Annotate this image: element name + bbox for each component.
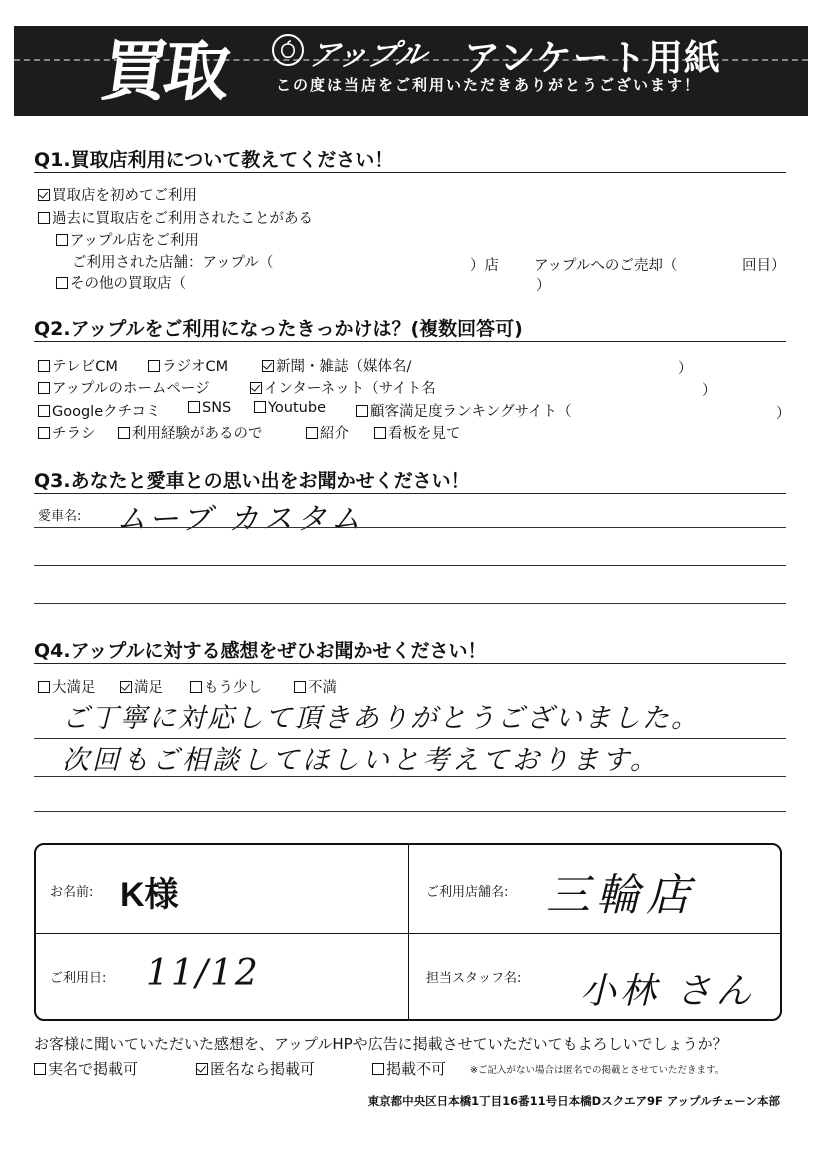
q3-answer-line [34, 603, 786, 604]
q1-option-past-label: 過去に買取店をご利用されたことがある [52, 211, 313, 227]
checkbox-icon[interactable] [34, 1063, 46, 1075]
q4-option-dissatisfied-label: 不満 [308, 680, 337, 696]
q2-option-youtube[interactable] [254, 400, 326, 416]
checkbox-icon[interactable] [148, 360, 160, 372]
q2-option-ranking[interactable] [356, 400, 572, 421]
q2-close-paren: ） [776, 406, 791, 422]
consent-anonymous-label: 匿名なら掲載可 [210, 1060, 316, 1078]
q4-answer-line [34, 811, 786, 812]
customer-info-box [34, 843, 782, 1021]
date-label: ご利用日: [50, 971, 107, 986]
q2-option-google[interactable] [38, 400, 161, 421]
q2-option-homepage[interactable] [38, 377, 210, 398]
store-label: ご利用店舗名: [426, 885, 509, 900]
q2-rule [34, 341, 786, 342]
q2-close-paren: ） [702, 383, 717, 399]
q3-answer-line [34, 565, 786, 566]
checkbox-icon[interactable] [356, 405, 368, 417]
checkbox-checked-icon[interactable] [38, 189, 50, 201]
consent-anonymous[interactable] [196, 1058, 315, 1079]
checkbox-icon[interactable] [38, 405, 50, 417]
q2-option-tv[interactable] [38, 355, 118, 376]
consent-real-name-label: 実名で掲載可 [48, 1060, 139, 1078]
info-divider-horizontal [36, 933, 780, 934]
q3-title: Q3.あなたと愛車との思い出をお聞かせください！ [34, 470, 470, 492]
publication-consent-question: お客様に聞いていただいた感想を、アップルHPや広告に掲載させていただいてもよろしいでしょうか？ [34, 1035, 728, 1053]
car-name-label: 愛車名: [38, 509, 82, 524]
checkbox-icon[interactable] [306, 427, 318, 439]
q1-store-prefix: ご利用された店舗：アップル（ [72, 255, 274, 271]
q2-option-experience[interactable] [118, 422, 263, 443]
q2-option-experience-label: 利用経験があるので [132, 426, 263, 442]
q2-option-newspaper[interactable] [262, 355, 411, 376]
q4-rule [34, 663, 786, 664]
q2-option-flyer[interactable] [38, 422, 96, 443]
q1-store-suffix: ）店 [470, 258, 499, 274]
q2-close-paren: ） [678, 361, 693, 377]
checkbox-checked-icon[interactable] [250, 382, 262, 394]
q2-option-referral[interactable] [306, 422, 349, 443]
checkbox-icon[interactable] [56, 277, 68, 289]
q1-title: Q1.買取店利用について教えてください！ [34, 149, 394, 171]
checkbox-checked-icon[interactable] [120, 681, 132, 693]
q4-option-a-little-more-label: もう少し [204, 680, 262, 696]
q2-option-signboard-label: 看板を見て [388, 426, 461, 442]
q4-option-dissatisfied[interactable] [294, 676, 337, 697]
comment-line-2[interactable]: 次回もご相談してほしいと考えております。 [62, 745, 660, 776]
q4-option-very-satisfied[interactable] [38, 676, 96, 697]
q2-option-internet[interactable] [250, 377, 436, 398]
checkbox-icon[interactable] [294, 681, 306, 693]
q2-option-signboard[interactable] [374, 422, 461, 443]
q1-rule [34, 172, 786, 173]
q4-option-very-satisfied-label: 大満足 [52, 680, 96, 696]
q4-option-a-little-more[interactable] [190, 676, 262, 697]
q2-option-referral-label: 紹介 [320, 426, 349, 442]
q2-option-homepage-label: アップルのホームページ [52, 381, 210, 397]
consent-real-name[interactable] [34, 1058, 138, 1079]
checkbox-icon[interactable] [38, 681, 50, 693]
date-value[interactable]: 11/12 [146, 953, 260, 994]
checkbox-icon[interactable] [38, 212, 50, 224]
checkbox-icon[interactable] [118, 427, 130, 439]
q2-option-sns[interactable] [188, 400, 231, 416]
car-name-value[interactable]: ムーブ カスタム [116, 502, 365, 537]
q1-other-close: ） [536, 278, 551, 294]
checkbox-icon[interactable] [188, 401, 200, 413]
q2-option-newspaper-label: 新聞・雑誌（媒体名/ [276, 359, 412, 375]
q2-option-ranking-label: 顧客満足度ランキングサイト（ [370, 404, 572, 420]
checkbox-icon[interactable] [254, 401, 266, 413]
q1-sales-suffix: 回目） [742, 258, 786, 274]
staff-label: 担当スタッフ名: [426, 971, 522, 986]
checkbox-icon[interactable] [56, 234, 68, 246]
q4-answer-line [34, 776, 786, 777]
checkbox-checked-icon[interactable] [262, 360, 274, 372]
q4-title: Q4.アップルに対する感想をぜひお聞かせください！ [34, 640, 487, 662]
q1-option-first-label: 買取店を初めてご利用 [52, 188, 197, 204]
checkbox-checked-icon[interactable] [196, 1063, 208, 1075]
q4-option-satisfied-label: 満足 [134, 680, 163, 696]
q3-answer-line [34, 527, 786, 528]
store-value[interactable]: 三輪店 [546, 870, 696, 921]
checkbox-icon[interactable] [38, 360, 50, 372]
checkbox-icon[interactable] [38, 382, 50, 394]
checkbox-icon[interactable] [372, 1063, 384, 1075]
q2-option-google-label: Googleクチコミ [52, 404, 161, 420]
q2-option-flyer-label: チラシ [52, 426, 96, 442]
q2-option-sns-label: SNS [202, 400, 232, 416]
name-label: お名前: [50, 885, 94, 900]
q2-option-tv-label: テレビCM [52, 359, 118, 375]
q2-title: Q2.アップルをご利用になったきっかけは？(複数回答可) [34, 318, 523, 340]
hq-address: 東京都中央区日本橋1丁目16番11号日本橋Dスクエア9F アップルチェーン本部 [367, 1094, 780, 1108]
q1-sales-prefix: アップルへのご売却（ [534, 258, 678, 274]
info-divider-vertical [408, 845, 409, 1019]
staff-value[interactable]: 小林 さん [580, 971, 756, 1012]
consent-not-allowed-label: 掲載不可 [386, 1060, 447, 1078]
consent-note: ※ご記入がない場合は匿名での掲載とさせていただきます。 [470, 1065, 725, 1076]
comment-line-1[interactable]: ご丁寧に対応して頂きありがとうございました。 [62, 703, 700, 734]
q1-option-apple[interactable] [56, 229, 199, 250]
checkbox-icon[interactable] [374, 427, 386, 439]
q1-option-other-label: その他の買取店（ [70, 276, 186, 292]
q2-option-radio[interactable] [148, 355, 228, 376]
name-value[interactable]: K様 [120, 876, 179, 914]
q2-option-youtube-label: Youtube [268, 400, 326, 416]
q4-option-satisfied[interactable] [120, 676, 163, 697]
q1-option-other[interactable] [56, 272, 186, 293]
q1-option-first[interactable] [38, 184, 197, 205]
brand-name: アップル [306, 38, 430, 73]
checkbox-icon[interactable] [190, 681, 202, 693]
q1-option-apple-label: アップル店をご利用 [70, 233, 199, 249]
q2-option-internet-label: インターネット（サイト名 [264, 381, 436, 397]
kaitori-logo-text: 買取 [96, 33, 232, 110]
survey-header [14, 26, 808, 116]
thanks-message: この度は当店をご利用いただきありがとうございます！ [276, 76, 702, 94]
checkbox-icon[interactable] [38, 427, 50, 439]
q2-option-radio-label: ラジオCM [162, 359, 229, 375]
q1-option-past[interactable] [38, 207, 313, 228]
survey-title: アンケート用紙 [464, 38, 721, 79]
consent-not-allowed[interactable] [372, 1058, 446, 1079]
apple-logo-icon [272, 34, 304, 66]
